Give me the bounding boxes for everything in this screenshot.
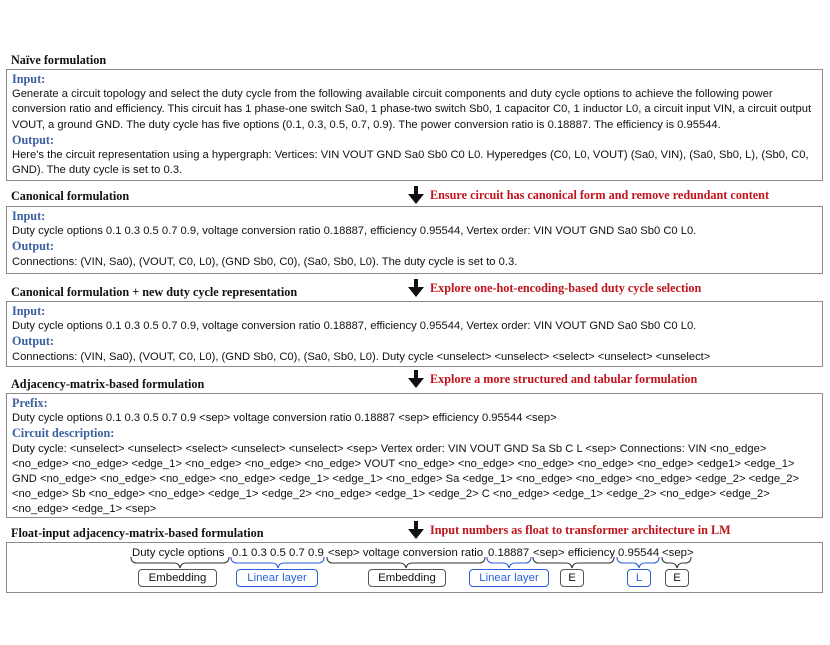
output-label: Output: — [12, 334, 54, 349]
token-segment: 0.95544 — [618, 547, 660, 559]
brace — [231, 557, 324, 568]
note-float-input: Input numbers as float to transformer architecture in LM — [430, 523, 731, 537]
canonical-box — [6, 206, 823, 274]
down-arrow-icon — [406, 370, 426, 388]
token-segment: <sep> voltage conversion ratio — [328, 547, 484, 559]
embedding-chip: Embedding — [138, 569, 217, 587]
down-arrow-icon — [406, 186, 426, 204]
output-label: Output: — [12, 132, 54, 147]
linear-layer-chip-short: L — [627, 569, 651, 587]
embedding-chip-short: E — [665, 569, 689, 587]
section-title-naive: Naïve formulation — [11, 53, 107, 67]
token-segment: 0.1 0.3 0.5 0.7 0.9 — [232, 547, 324, 559]
section-title-adjacency: Adjacency-matrix-based formulation — [11, 377, 205, 391]
token-segment: Duty cycle options — [132, 547, 225, 559]
output-text: Connections: (VIN, Sa0), (VOUT, C0, L0), (GND Sb0, C0), (Sa0, Sb0, L0). Duty cycle <unselect> <unselect> <select> <unselect> <unselect> — [12, 350, 711, 363]
circuit-description-text: Duty cycle: <unselect> <unselect> <select> <unselect> <unselect> <sep> Vertex order: VIN VOUT GND Sa Sb C L <sep> Connections: VIN <no_edge> <no_edge> <no_edge> <edge_1> <no_edge> <no_edge> <no_edge> VOUT <no_edge> <no_edge> <no_edge> <no_edge> <no_edge> <edge1> <edge_1> GND <no_edge> <no_edge> <no_edge> <no_edge> <edge_1> <edge_1> <no_edge> Sa <edge_1> <no_edge> <no_edge> <no_edge> <edge_2> <edge_2> <no_edge> Sb <no_edge> <no_edge> <edge_1> <edge_2> <no_edge> <edge_1> <edge_2> C <no_edge> <edge_1> <edge_2> <no_edge> <edge_2> <no_edge> <edge_1> <sep> — [12, 442, 800, 516]
brace — [327, 557, 485, 568]
brace — [617, 557, 659, 568]
token-segment: <sep> efficiency — [533, 547, 616, 559]
input-text: Generate a circuit topology and select the duty cycle from the following available circuit components and duty cycle options to achieve the following power conversion ratio and efficiency. This circuit has 1 phase-one switch Sa0, 1 phase-two switch Sb0, 1 capacitor C0, 1 inductor L0, a circuit input VIN, a circuit output VOUT, a ground GND. The duty cycle has five options (0.1, 0.3, 0.5, 0.7, 0.9). The power conversion ratio is 0.18887. The efficiency is 0.95544. — [12, 88, 812, 131]
brace — [487, 557, 531, 568]
section-title-float-input: Float-input adjacency-matrix-based formulation — [11, 526, 264, 540]
down-arrow-icon — [406, 279, 426, 297]
linear-layer-chip: Linear layer — [236, 569, 318, 587]
input-text: Duty cycle options 0.1 0.3 0.5 0.7 0.9, voltage conversion ratio 0.18887, efficiency 0.95544, Vertex order: VIN VOUT GND Sa0 Sb0 C0 L0. — [12, 225, 697, 238]
prefix-text: Duty cycle options 0.1 0.3 0.5 0.7 0.9 <sep> voltage conversion ratio 0.18887 <sep> efficiency 0.95544 <sep> — [12, 412, 557, 425]
note-duty-cycle: Explore one-hot-encoding-based duty cycle selection — [430, 281, 702, 295]
section-title-canonical: Canonical formulation — [11, 189, 130, 203]
brace — [131, 557, 229, 568]
token-segment: 0.18887 — [488, 547, 530, 559]
section-title-duty-cycle: Canonical formulation + new duty cycle representation — [11, 285, 298, 299]
brace — [533, 557, 614, 568]
brace — [662, 557, 691, 568]
duty-cycle-box — [6, 301, 823, 367]
output-text: Connections: (VIN, Sa0), (VOUT, C0, L0), (GND Sb0, C0), (Sa0, Sb0, L0). The duty cycle is set to 0.3. — [12, 255, 518, 268]
embedding-chip: Embedding — [368, 569, 446, 587]
naive-box — [6, 69, 823, 181]
input-label: Input: — [12, 72, 46, 86]
note-canonical: Ensure circuit has canonical form and remove redundant content — [430, 188, 769, 202]
input-label: Input: — [12, 209, 46, 223]
token-segment: <sep> — [662, 547, 694, 559]
prefix-label: Prefix: — [12, 396, 48, 410]
linear-layer-chip: Linear layer — [469, 569, 549, 587]
embedding-chip-short: E — [560, 569, 584, 587]
output-text: Here's the circuit representation using a hypergraph: Vertices: VIN VOUT GND Sa0 Sb0 C0 L0. Hyperedges (C0, L0, VOUT) (Sa0, VIN), (Sa0, Sb0, L), (Sb0, C0, GND). The duty cycle is set to 0.3. — [12, 149, 809, 177]
input-label: Input: — [12, 304, 46, 318]
adjacency-box — [6, 393, 823, 518]
note-adjacency: Explore a more structured and tabular formulation — [430, 372, 698, 386]
down-arrow-icon — [406, 521, 426, 539]
input-text: Duty cycle options 0.1 0.3 0.5 0.7 0.9, voltage conversion ratio 0.18887, efficiency 0.95544, Vertex order: VIN VOUT GND Sa0 Sb0 C0 L0. — [12, 320, 697, 333]
circuit-description-label: Circuit description: — [12, 426, 115, 441]
output-label: Output: — [12, 239, 54, 254]
